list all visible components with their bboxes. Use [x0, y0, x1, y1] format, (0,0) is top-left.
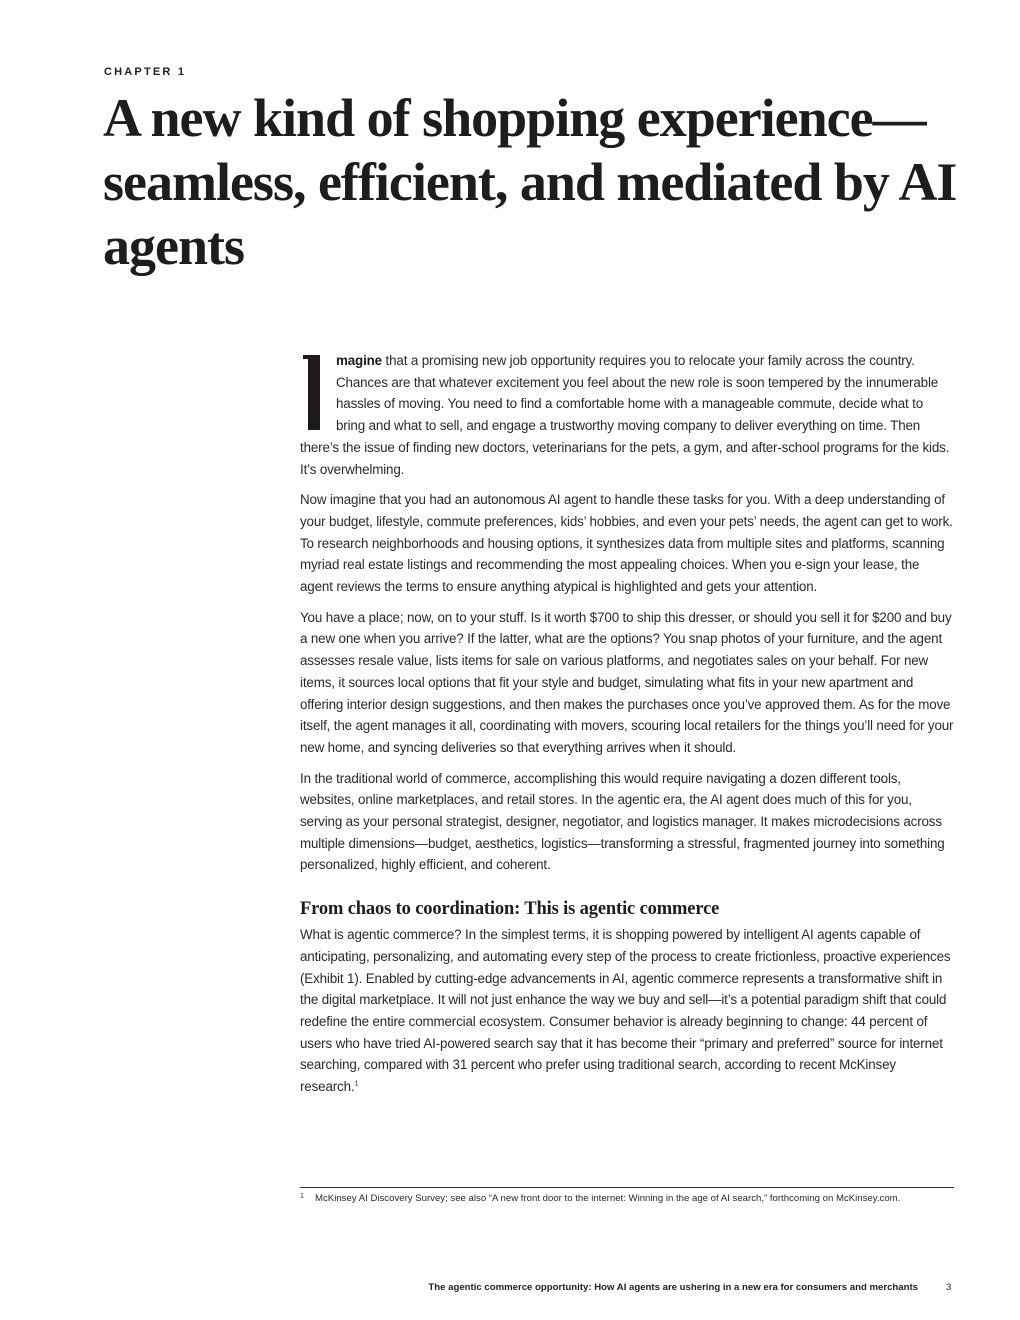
body-column [300, 350, 954, 1107]
footnote [300, 1192, 954, 1206]
page-number: 3 [946, 1282, 952, 1293]
footer-title: The agentic commerce opportunity: How AI agents are ushering in a new era for consumers and merchants [428, 1282, 918, 1293]
intro-text: that a promising new job opportunity requires you to relocate your family across the country. Chances are that whatever excitement you feel about the new role is soon tempered by the innumerable hassles of moving. You need to find a comfortable home with a manageable commute, decide what to bring and what to sell, and engage a trustworthy moving company to deliver everything on time. Then there’s the issue of finding new doctors, veterinarians for the pets, a gym, and after-school programs for the kids. It’s overwhelming. [300, 353, 950, 477]
page-title: A new kind of shopping experience—seamless, efficient, and mediated by AI agents [103, 88, 957, 276]
section-paragraph: What is agentic commerce? In the simplest terms, it is shopping powered by intelligent AI agents capable of anticipating, personalizing, and automating every step of the process to create frictionless, proactive experiences (Exhibit 1). Enabled by cutting-edge advancements in AI, agentic commerce represents a transformative shift in the digital marketplace. It will not just enhance the way we buy and sell—it’s a potential paradigm shift that could redefine the entire commercial ecosystem. Consumer behavior is already beginning to change: 44 percent of users who have tried AI-powered search say that it has become their “primary and preferred” source for internet searching, compared with 31 percent who prefer using traditional search, according to recent McKinsey research.$^1$ [300, 927, 951, 1095]
footnote-divider [300, 1187, 954, 1188]
lead-word: magine [336, 353, 382, 368]
footnote-text: McKinsey AI Discovery Survey; see also “A new front door to the internet: Winning in the age of AI search,” forthcoming on McKinsey.com. [315, 1193, 901, 1204]
drop-cap [300, 355, 322, 435]
intro-paragraph [300, 350, 954, 480]
body-paragraph: In the traditional world of commerce, accomplishing this would require navigating a dozen different tools, websites, online marketplaces, and retail stores. In the agentic era, the AI agent does much of this for you, serving as your personal strategist, designer, negotiator, and logistics manager. It makes microdecisions across multiple dimensions—budget, aesthetics, logistics—transforming a stressful, fragmented journey into something personalized, highly efficient, and coherent. [300, 770, 945, 873]
footnote-number: 1 [300, 1193, 304, 1200]
chapter-label: CHAPTER 1 [104, 66, 187, 78]
body-paragraph: Now imagine that you had an autonomous AI agent to handle these tasks for you. With a deep understanding of your budget, lifestyle, commute preferences, kids’ hobbies, and even your pets’ needs, the agent can get to work. To research neighborhoods and housing options, it synthesizes data from multiple sites and platforms, scanning myriad real estate listings and recommending the most appealing choices. When you e-sign your lease, the agent reviews the terms to ensure anything atypical is highlighted and gets your attention. [300, 492, 953, 595]
footnote-ref[interactable]: 1 [354, 1080, 359, 1088]
body-paragraph: You have a place; now, on to your stuff. Is it worth $700 to ship this dresser, or should you sell it for $200 and buy a new one when you arrive? If the latter, what are the options? You snap photos of your furniture, and the agent assesses resale value, lists items for sale on various platforms, and negotiates sales on your behalf. For new items, it sources local options that fit your style and budget, simulating what fits in your new apartment and offering interior design suggestions, and then makes the purchases once you’ve approved them. As for the move itself, the agent manages it all, coordinating with movers, scouring local retailers for the things you’ll need for your new home, and syncing deliveries so that everything arrives when it should. [300, 609, 954, 755]
section-heading: From chaos to coordination: This is agentic commerce [300, 899, 720, 920]
